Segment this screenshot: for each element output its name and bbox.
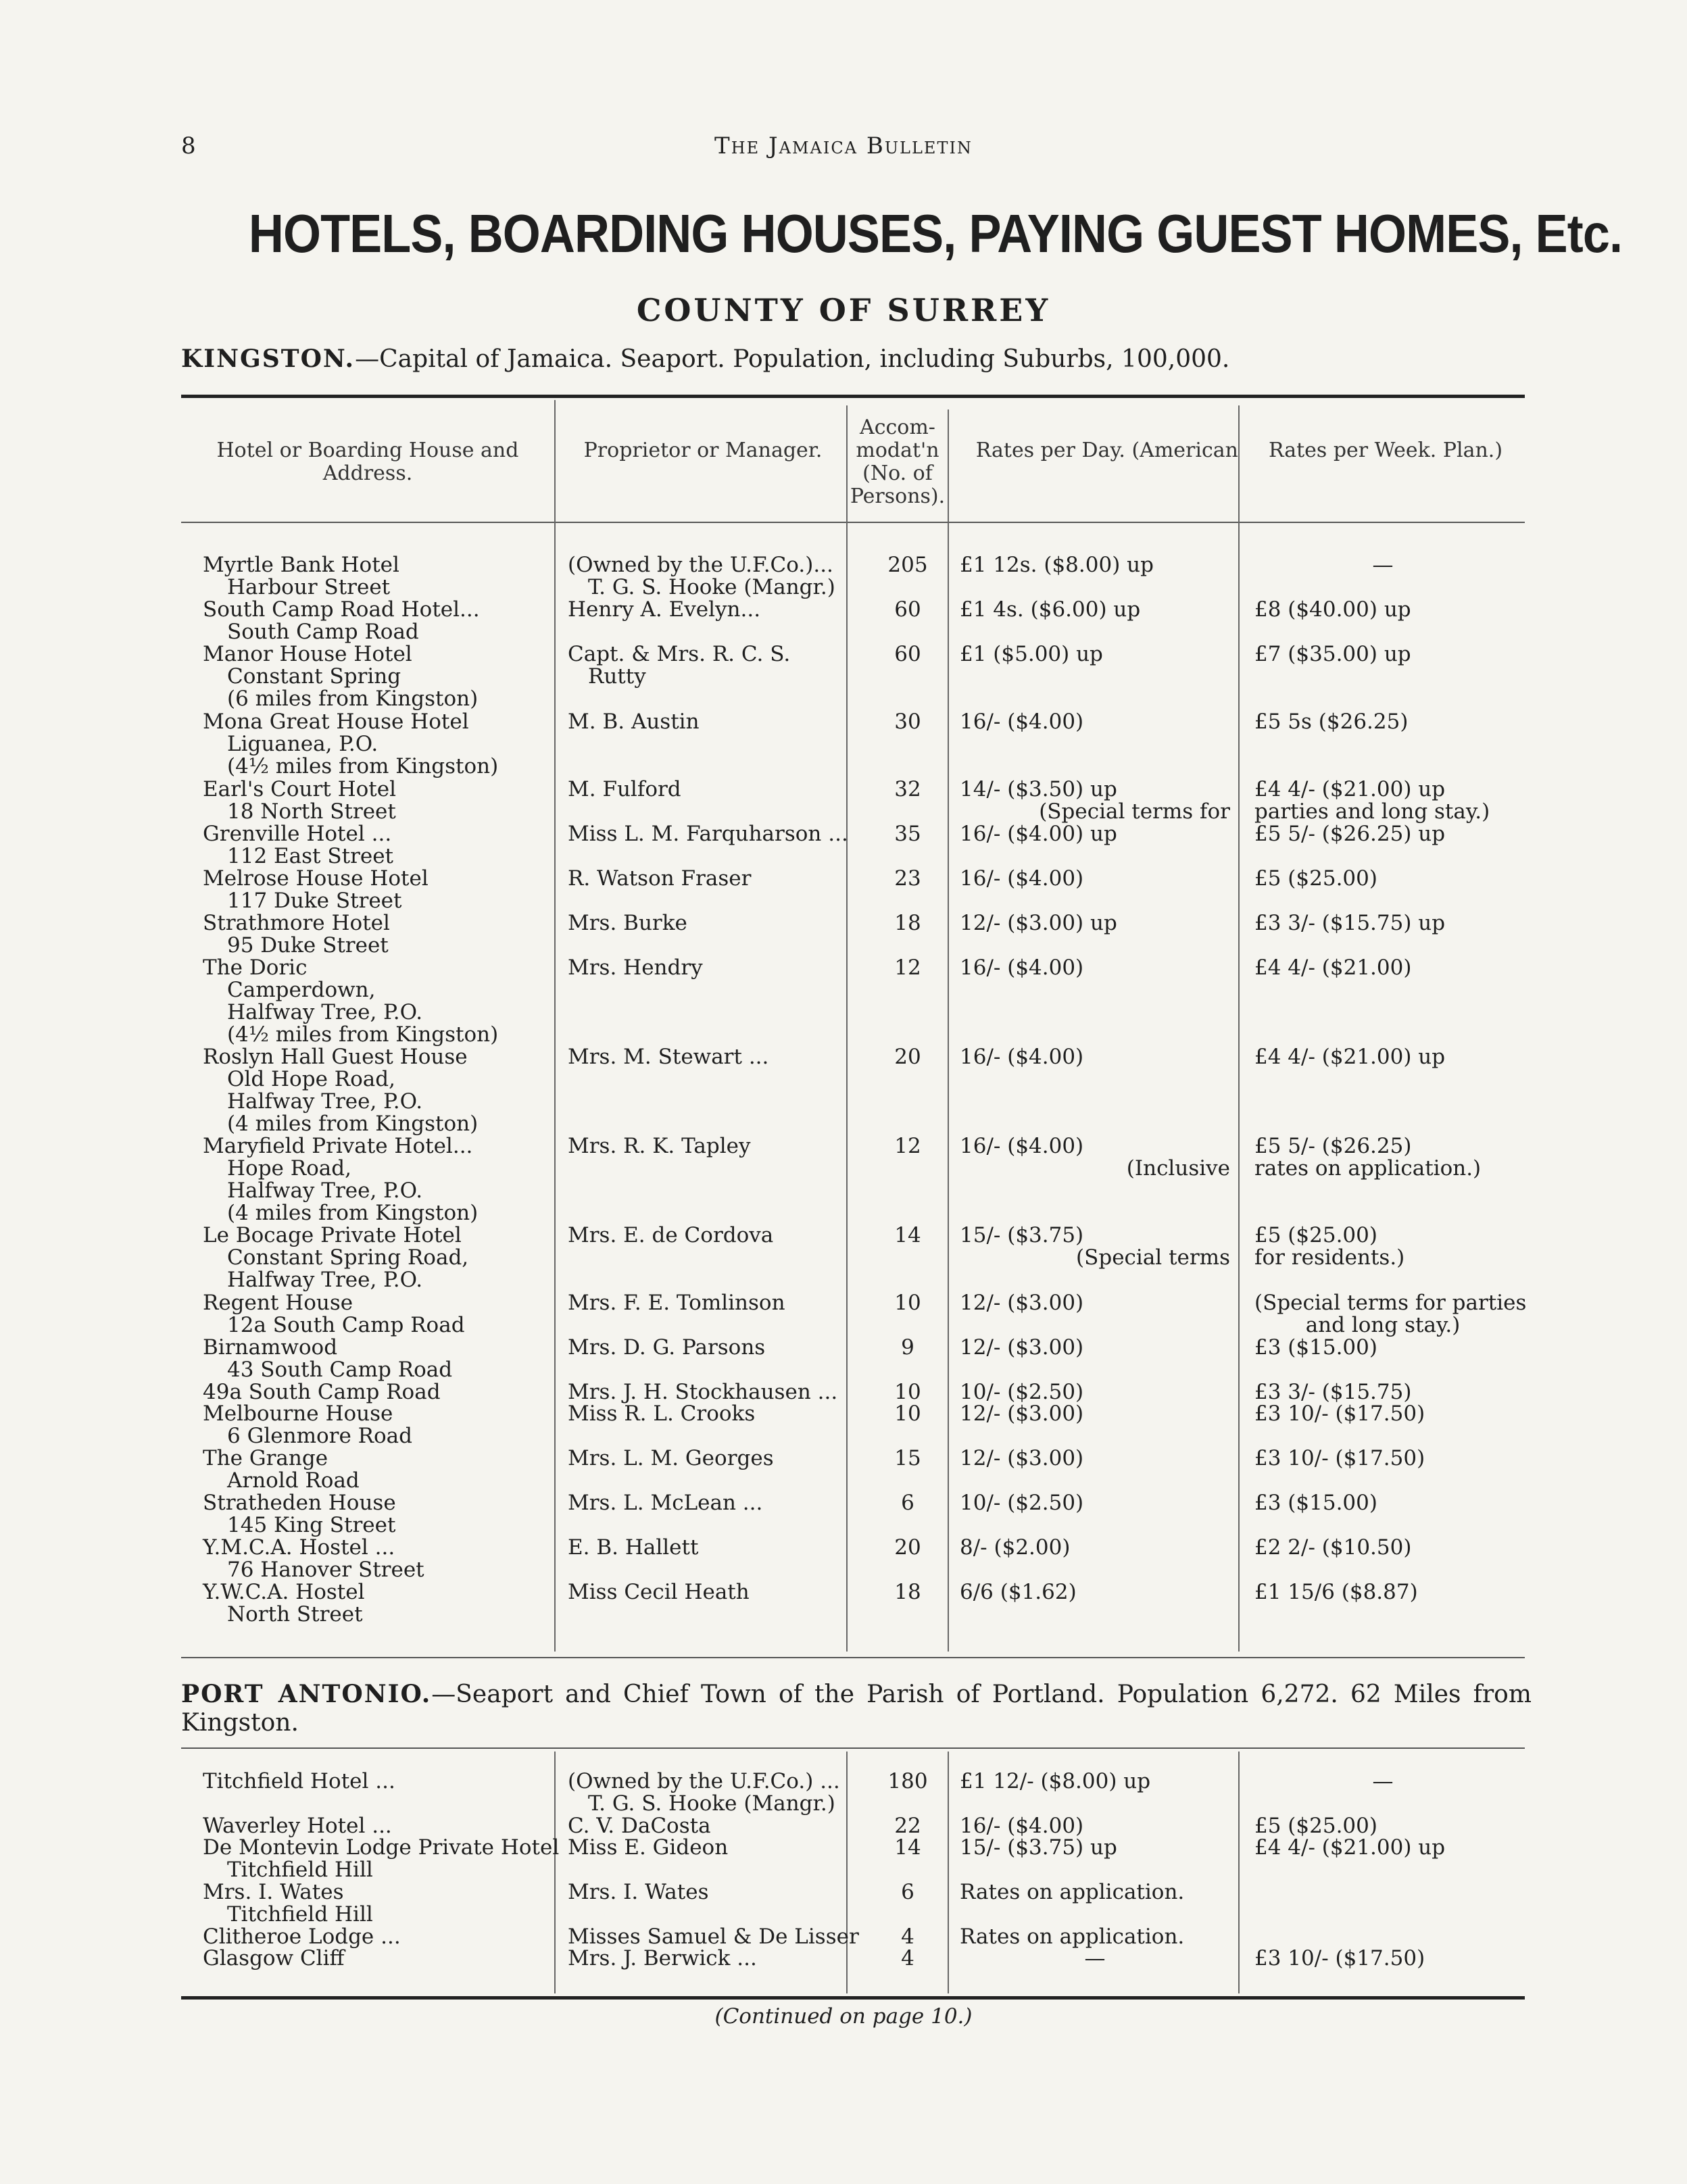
proprietor: Miss Cecil Heath (568, 1580, 750, 1604)
rate-per-day: — (1084, 1946, 1106, 1970)
hotel-address: Constant Spring Road, (227, 1245, 469, 1270)
accommodation-count: 22 (894, 1814, 921, 1838)
hotel-address: Halfway Tree, P.O. (227, 1089, 423, 1114)
hotel-address: 117 Duke Street (227, 889, 402, 913)
rate-per-week: £2 2/- ($10.50) (1254, 1535, 1412, 1560)
proprietor: (Owned by the U.F.Co.)... (568, 553, 833, 577)
rate-per-week-note: parties and long stay.) (1254, 799, 1490, 824)
accommodation-count: 60 (894, 597, 921, 622)
hotel-name: The Grange (203, 1446, 328, 1470)
hotel-name: De Montevin Lodge Private Hotel (203, 1835, 560, 1860)
proprietor: T. G. S. Hooke (Mangr.) (588, 575, 835, 599)
accommodation-count: 12 (894, 956, 921, 980)
hotel-address: Harbour Street (227, 575, 391, 599)
hotel-address: Constant Spring (227, 664, 401, 689)
accommodation-count: 12 (894, 1134, 921, 1158)
rate-per-day-note: (Special terms (1076, 1245, 1230, 1270)
rate-per-day: £1 4s. ($6.00) up (960, 597, 1141, 622)
hotel-name: Glasgow Cliff (203, 1946, 345, 1970)
rate-per-week: £4 4/- ($21.00) up (1254, 1045, 1446, 1069)
hotel-address: (4½ miles from Kingston) (227, 1022, 499, 1047)
rate-per-week: £3 3/- ($15.75) up (1254, 911, 1446, 935)
hotel-address: (4 miles from Kingston) (227, 1201, 479, 1225)
accommodation-count: 30 (894, 710, 921, 734)
hotel-address: 18 North Street (227, 799, 396, 824)
hotel-name: Y.W.C.A. Hostel (203, 1580, 365, 1604)
continued-note: (Continued on page 10.) (714, 2004, 973, 2029)
accommodation-count: 10 (894, 1380, 921, 1404)
rate-per-week: £5 ($25.00) (1254, 1223, 1377, 1247)
hotel-address: 12a South Camp Road (227, 1313, 465, 1337)
accommodation-count: 10 (894, 1401, 921, 1426)
header-bottom-rule (181, 522, 1525, 523)
hotel-address: Arnold Road (227, 1468, 360, 1493)
rate-per-week: £5 ($25.00) (1254, 1814, 1377, 1838)
accommodation-count: 15 (894, 1446, 921, 1470)
proprietor: R. Watson Fraser (568, 866, 752, 891)
accommodation-count: 14 (894, 1223, 921, 1247)
rate-per-week: £7 ($35.00) up (1254, 642, 1411, 666)
town-name: KINGSTON. (181, 345, 356, 373)
port-antonio-heading (181, 1680, 1532, 1737)
rate-per-day: 6/6 ($1.62) (960, 1580, 1077, 1604)
hotel-address: 43 South Camp Road (227, 1358, 453, 1382)
rate-per-day: £1 12s. ($8.00) up (960, 553, 1154, 577)
town-description: —Capital of Jamaica. Seaport. Population, including Suburbs, 100,000. (355, 345, 1230, 373)
rate-per-day: Rates on application. (960, 1925, 1185, 1949)
hotel-name: Le Bocage Private Hotel (203, 1223, 462, 1247)
accommodation-count: 20 (894, 1535, 921, 1560)
rate-per-week: £5 5/- ($26.25) up (1254, 822, 1446, 846)
accommodation-count: 35 (894, 822, 921, 846)
hotel-address: 76 Hanover Street (227, 1558, 424, 1582)
column-divider (1238, 405, 1240, 1652)
rate-per-day: 12/- ($3.00) (960, 1446, 1084, 1470)
hotel-address: Old Hope Road, (227, 1067, 395, 1091)
rate-per-day: 12/- ($3.00) (960, 1401, 1084, 1426)
hotel-name: Titchfield Hotel ... (203, 1769, 395, 1793)
rate-per-day: 12/- ($3.00) (960, 1335, 1084, 1360)
proprietor: Mrs. J. H. Stockhausen ... (568, 1380, 838, 1404)
proprietor: Henry A. Evelyn... (568, 597, 761, 622)
proprietor: Mrs. D. G. Parsons (568, 1335, 766, 1360)
rate-per-day: £1 ($5.00) up (960, 642, 1103, 666)
hotel-name: The Doric (203, 956, 308, 980)
rate-per-week: £1 15/6 ($8.87) (1254, 1580, 1418, 1604)
rate-per-week: £5 ($25.00) (1254, 866, 1377, 891)
rate-per-week: — (1372, 1769, 1394, 1793)
hotel-name: Mona Great House Hotel (203, 710, 469, 734)
hotel-name: Maryfield Private Hotel... (203, 1134, 473, 1158)
proprietor: T. G. S. Hooke (Mangr.) (588, 1791, 835, 1816)
column-divider (1238, 1752, 1240, 1993)
column-header-proprietor: Proprietor or Manager. (583, 439, 823, 462)
hotel-address: Liguanea, P.O. (227, 732, 378, 756)
rate-per-day-note: (Special terms for (1039, 799, 1230, 824)
column-header-rates-day: Rates per Day. (American (975, 439, 1238, 462)
rate-per-day: 16/- ($4.00) up (960, 822, 1117, 846)
hotel-name: Stratheden House (203, 1491, 396, 1515)
hotel-address: Titchfield Hill (227, 1858, 373, 1882)
accommodation-count: 23 (894, 866, 921, 891)
hotel-name: Grenville Hotel ... (203, 822, 392, 846)
accommodation-count: 60 (894, 642, 921, 666)
town-name: PORT ANTONIO. (181, 1680, 432, 1708)
hotel-name: South Camp Road Hotel... (203, 597, 480, 622)
rate-per-day: 16/- ($4.00) (960, 866, 1084, 891)
accommodation-count: 20 (894, 1045, 921, 1069)
rate-per-week: £3 10/- ($17.50) (1254, 1446, 1425, 1470)
hotel-name: Strathmore Hotel (203, 911, 390, 935)
hotel-address: Halfway Tree, P.O. (227, 1268, 423, 1292)
hotel-name: Mrs. I. Wates (203, 1880, 344, 1904)
rate-per-week: £3 ($15.00) (1254, 1491, 1377, 1515)
rate-per-day: 15/- ($3.75) (960, 1223, 1084, 1247)
rate-per-week: (Special terms for parties (1254, 1291, 1527, 1315)
hotel-address: Titchfield Hill (227, 1902, 373, 1927)
proprietor: M. B. Austin (568, 710, 700, 734)
column-header-rates-week: Rates per Week. Plan.) (1268, 439, 1503, 462)
table-top-rule (181, 395, 1525, 398)
accommodation-count: 9 (901, 1335, 914, 1360)
proprietor: Mrs. Hendry (568, 956, 703, 980)
rate-per-day: 12/- ($3.00) (960, 1291, 1084, 1315)
rate-per-day: 8/- ($2.00) (960, 1535, 1071, 1560)
proprietor: Miss R. L. Crooks (568, 1401, 756, 1426)
rate-per-day: Rates on application. (960, 1880, 1185, 1904)
column-header-hotel: Hotel or Boarding House and Address. (216, 439, 519, 485)
proprietor: Mrs. M. Stewart ... (568, 1045, 769, 1069)
hotel-address: Camperdown, (227, 978, 376, 1002)
column-divider (846, 405, 848, 1652)
rate-per-week: £3 3/- ($15.75) (1254, 1380, 1412, 1404)
hotel-name: 49a South Camp Road (203, 1380, 441, 1404)
proprietor: (Owned by the U.F.Co.) ... (568, 1769, 840, 1793)
accommodation-count: 18 (894, 1580, 921, 1604)
rate-per-week: £4 4/- ($21.00) (1254, 956, 1412, 980)
page-title: HOTELS, BOARDING HOUSES, PAYING GUEST HOMES, Etc. (248, 203, 1623, 264)
column-divider (846, 1752, 848, 1993)
rate-per-week-note: and long stay.) (1305, 1313, 1461, 1337)
accommodation-count: 6 (901, 1491, 914, 1515)
proprietor: E. B. Hallett (568, 1535, 699, 1560)
hotel-address: 112 East Street (227, 844, 394, 868)
town-description: —Seaport and Chief Town of the Parish of Portland. Population 6,272. 62 Miles from Kingston. (181, 1681, 1532, 1737)
hotel-name: Melrose House Hotel (203, 866, 429, 891)
accommodation-count: 4 (901, 1925, 914, 1949)
rate-per-week-note: for residents.) (1254, 1245, 1405, 1270)
accommodation-count: 4 (901, 1946, 914, 1970)
rate-per-week: £5 5s ($26.25) (1254, 710, 1409, 734)
accommodation-count: 18 (894, 911, 921, 935)
proprietor: Capt. & Mrs. R. C. S. (568, 642, 791, 666)
rate-per-week: £3 10/- ($17.50) (1254, 1401, 1425, 1426)
hotel-address: (4 miles from Kingston) (227, 1112, 479, 1136)
proprietor: M. Fulford (568, 777, 681, 801)
rate-per-week: £8 ($40.00) up (1254, 597, 1411, 622)
hotel-address: Hope Road, (227, 1156, 351, 1181)
proprietor: C. V. DaCosta (568, 1814, 711, 1838)
rate-per-week: — (1372, 553, 1394, 577)
hotel-name: Y.M.C.A. Hostel ... (203, 1535, 395, 1560)
accommodation-count: 14 (894, 1835, 921, 1860)
hotel-name: Clitheroe Lodge ... (203, 1925, 401, 1949)
hotel-address: 145 King Street (227, 1513, 396, 1537)
rate-per-week: £4 4/- ($21.00) up (1254, 777, 1446, 801)
hotel-address: Halfway Tree, P.O. (227, 1000, 423, 1024)
hotel-address: 6 Glenmore Road (227, 1424, 412, 1448)
table-bottom-rule (181, 1657, 1525, 1658)
proprietor: Mrs. L. McLean ... (568, 1491, 763, 1515)
proprietor: Misses Samuel & De Lisser (568, 1925, 859, 1949)
hotel-name: Earl's Court Hotel (203, 777, 397, 801)
rate-per-week: £3 ($15.00) (1254, 1335, 1377, 1360)
rate-per-day: 16/- ($4.00) (960, 710, 1084, 734)
column-divider (554, 1752, 556, 1993)
accommodation-count: 10 (894, 1291, 921, 1315)
column-divider (554, 400, 556, 1652)
rate-per-day-note: (Inclusive (1126, 1156, 1230, 1181)
column-header-accommodation: Accom- modat'n (No. of Persons). (850, 416, 946, 508)
proprietor: Mrs. I. Wates (568, 1880, 709, 1904)
proprietor: Mrs. L. M. Georges (568, 1446, 774, 1470)
port-antonio-top-rule (181, 1747, 1525, 1749)
rate-per-day: 16/- ($4.00) (960, 956, 1084, 980)
proprietor: Mrs. F. E. Tomlinson (568, 1291, 785, 1315)
rate-per-day: 16/- ($4.00) (960, 1134, 1084, 1158)
hotel-name: Myrtle Bank Hotel (203, 553, 399, 577)
rate-per-week: £3 10/- ($17.50) (1254, 1946, 1425, 1970)
page-number: 8 (181, 132, 196, 159)
rate-per-day: 10/- ($2.50) (960, 1491, 1084, 1515)
rate-per-day: 15/- ($3.75) up (960, 1835, 1117, 1860)
running-title: The Jamaica Bulletin (714, 132, 973, 159)
proprietor: Mrs. J. Berwick ... (568, 1946, 757, 1970)
proprietor: Rutty (588, 664, 646, 689)
rate-per-day: £1 12/- ($8.00) up (960, 1769, 1151, 1793)
hotel-address: North Street (227, 1602, 363, 1627)
page-bottom-rule (181, 1996, 1525, 2000)
rate-per-day: 12/- ($3.00) up (960, 911, 1117, 935)
hotel-name: Waverley Hotel ... (203, 1814, 392, 1838)
rate-per-week-note: rates on application.) (1254, 1156, 1482, 1181)
kingston-heading (181, 345, 1229, 373)
proprietor: Miss L. M. Farquharson ... (568, 822, 848, 846)
hotel-name: Roslyn Hall Guest House (203, 1045, 468, 1069)
hotel-address: South Camp Road (227, 620, 419, 644)
rate-per-day: 16/- ($4.00) (960, 1045, 1084, 1069)
accommodation-count: 32 (894, 777, 921, 801)
proprietor: Miss E. Gideon (568, 1835, 729, 1860)
rate-per-week: £5 5/- ($26.25) (1254, 1134, 1412, 1158)
proprietor: Mrs. Burke (568, 911, 687, 935)
accommodation-count: 180 (887, 1769, 928, 1793)
hotel-address: (6 miles from Kingston) (227, 687, 479, 711)
hotel-name: Melbourne House (203, 1401, 393, 1426)
accommodation-count: 205 (887, 553, 928, 577)
hotel-address: 95 Duke Street (227, 933, 389, 958)
rate-per-day: 10/- ($2.50) (960, 1380, 1084, 1404)
hotel-name: Manor House Hotel (203, 642, 412, 666)
rate-per-day: 16/- ($4.00) (960, 1814, 1084, 1838)
rate-per-day: 14/- ($3.50) up (960, 777, 1117, 801)
accommodation-count: 6 (901, 1880, 914, 1904)
rate-per-week: £4 4/- ($21.00) up (1254, 1835, 1446, 1860)
hotel-name: Regent House (203, 1291, 353, 1315)
hotel-address: (4½ miles from Kingston) (227, 754, 499, 778)
hotel-name: Birnamwood (203, 1335, 338, 1360)
proprietor: Mrs. E. de Cordova (568, 1223, 774, 1247)
county-heading: COUNTY OF SURREY (636, 292, 1051, 328)
hotel-address: Halfway Tree, P.O. (227, 1178, 423, 1203)
proprietor: Mrs. R. K. Tapley (568, 1134, 751, 1158)
